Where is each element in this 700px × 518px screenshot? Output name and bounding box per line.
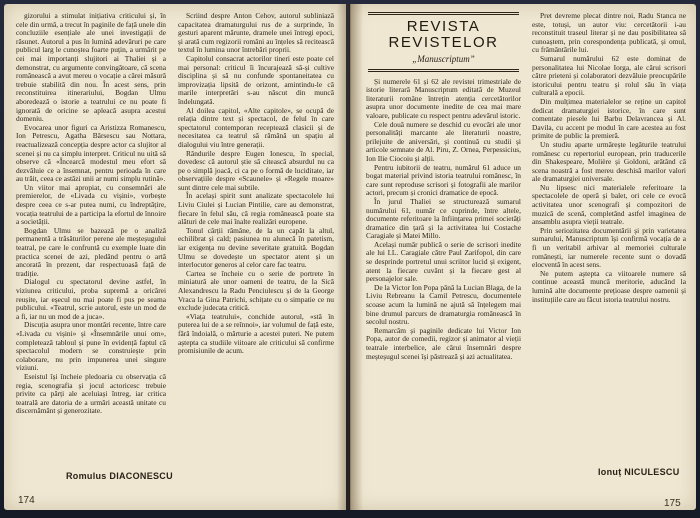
section-title xyxy=(366,19,521,51)
header-rule xyxy=(368,12,519,15)
paragraph: Capitolul consacrat actorilor tineri este poate cel mai personal: criticul îi încurajează să-și cultive disciplina și să nu confunde spontaneitatea cu improvizația lipsită de orizont, amintindu-le că marile interpretări s-au născut din muncă îndelungată. xyxy=(178,53,334,106)
paragraph: Evocarea unor figuri ca Aristizza Romanescu, Ion Petrescu, Agatha Bârsescu sau Nottara, reactualizează concepția despre actor ca slujitor al scenei și nu ca simplu interpret. Criticul nu uită să observe că «Încearcă modestul meu efort să dezvăluie ce a însemnat, pentru perioada în care au trăit, ceea ce astăzi unii ar numi simplu rutină». xyxy=(16,122,166,184)
paragraph: Scriind despre Anton Cehov, autorul subliniază capacitatea dramaturgului rus de a surprinde, în gesturi aparent mărunte, dramele unei întregi epoci, și arată cum regizorii români au înțeles să recitească textul în lumina unor întrebări proprii. xyxy=(178,12,334,55)
paragraph: Remarcăm și paginile dedicate lui Victor Ion Popa, autor de comedii, regizor și animator al vieții teatrale interbelice, ale cărui însemnări despre meșteșugul scenei își păstrează și azi actualitatea. xyxy=(366,325,521,361)
paragraph: Același număr publică o serie de scrisori inedite ale lui I.L. Caragiale către Paul Zarifopol, din care se desprinde portretul unui scriitor lucid și exigent, atent la fiecare cuvânt și la fiecare gest al personajelor sale. xyxy=(366,239,521,284)
section-header xyxy=(366,12,521,72)
page-number-right: 175 xyxy=(664,498,681,509)
paragraph: Și numerele 61 și 62 ale revistei trimestriale de istorie literară Manuscriptum editată de Muzeul literaturii române întrețin atenția cercetătorilor asupra unor documente inedite de cea mai mare valoare, publicate cu respect pentru adevărul istoric. xyxy=(366,76,521,120)
paragraph: Cartea se încheie cu o serie de portrete în miniatură ale unor oameni de teatru, de la Sică Alexandrescu la Radu Penciulescu și de la George Vraca la Gina Patrichi, schițate cu o simpatie ce nu exclude judecata critică. xyxy=(178,268,334,313)
paragraph: Tonul cărții rămâne, de la un capăt la altul, echilibrat și cald; pasiunea nu alunecă în patetism, iar exigența nu devine severitate gratuită. Bogdan Ulmu se dovedește un spectator atent și un interlocutor generos al celor care fac teatru. xyxy=(178,225,334,270)
right-column-1-body xyxy=(366,78,521,362)
paragraph: De la Victor Ion Popa până la Lucian Blaga, de la Liviu Rebreanu la Camil Petrescu, documentele scoase acum la lumină ne ajută să înțelegem mai bine drumul parcurs de dramaturgia românească în secolul nostru. xyxy=(366,282,521,327)
paragraph: Din mulțimea materialelor se reține un capitol dedicat dramaturgiei istorice, în care sunt comentate piesele lui Barbu Delavrancea și Al. Davila, cu accent pe modul în care acestea au fost primite de public la premieră. xyxy=(532,96,686,141)
page-number-left: 174 xyxy=(18,495,35,506)
section-subtitle: „Manuscriptum” xyxy=(412,54,475,64)
left-page xyxy=(4,4,346,510)
right-column-2 xyxy=(532,12,686,468)
paragraph: «Viața teatrului», conchide autorul, «stă în puterea lui de a se reînnoi», iar volumul de față este, fără îndoială, o mărturie a acestei puteri. Ne putem aștepta ca studiile viitoare ale criticului să confirme promisiunile de acum. xyxy=(178,311,334,356)
author-signature: Romulus DIACONESCU xyxy=(66,471,173,481)
paragraph: Dialogul cu spectatorul devine astfel, în viziunea criticului, proba supremă a oricărei reușite, iar eșecul nu mai poate fi pus pe seama publicului. «Teatrul, scrie autorul, este un mod de a fi, iar nu un mod de a juca». xyxy=(16,277,166,321)
paragraph: Rândurile despre Eugen Ionescu, în special, dovedesc că autorul știe să citească absurdul nu ca pe o simplă joacă, ci ca pe o formă de luciditate, iar observațiile despre «Scaunele» și «Regele moare» sunt dintre cele mai subtile. xyxy=(178,148,334,192)
section-title-line-2: REVISTELOR xyxy=(388,34,499,51)
paragraph: Discuția asupra unor montări recente, între care «Livada cu vișini» și «Însemnările unui om», completează tabloul și pune în evidență faptul că spectacolul modern se construiește prin colaborare, nu prin impunerea unei singure viziuni. xyxy=(16,320,166,373)
right-column-1 xyxy=(366,12,521,468)
left-column-2 xyxy=(178,12,334,482)
paragraph: Pentru iubitorii de teatru, numărul 61 aduce un bogat material privind istoria teatrului românesc, în care sunt reproduse scrisori și fotografii ale marilor actori, precum și cronici dramatice de epocă. xyxy=(366,162,521,198)
paragraph: Ne putem aștepta ca viitoarele numere să continue această muncă meritorie, aducând la lumină alte documente prețioase despre oamenii și instituțiile care au făcut istoria teatrului nostru. xyxy=(532,268,686,304)
author-signature-right: Ionuț NICULESCU xyxy=(598,467,680,477)
section-title-line-1: REVISTA xyxy=(406,18,481,35)
paragraph: Prin seriozitatea documentării și prin varietatea sumarului, Manuscriptum își confirmă vocația de a fi un veritabil arhivar al memoriei culturale românești, iar numerele recente sunt o dovadă elocventă în acest sens. xyxy=(532,225,686,270)
paragraph: Un studiu aparte urmărește legăturile teatrului românesc cu repertoriul european, prin traducerile din Shakespeare, Molière și Goldoni, arătând că scena noastră a fost mereu deschisă marilor valori ale dramaturgiei universale. xyxy=(532,139,686,184)
paragraph: În jurul Thaliei se structurează sumarul numărului 61, număr ce cuprinde, între altele, documente referitoare la înființarea primei societăți dramatice din țară și la activitatea lui Costache Caragiale și Matei Millo. xyxy=(366,196,521,241)
paragraph: Nu lipsesc nici materialele referitoare la spectacolele de operă și balet, ori cele ce evocă activitatea unor scenografi și compozitori de muzică de scenă, completând astfel imaginea de ansamblu asupra vieții teatrale. xyxy=(532,182,686,227)
paragraph: Pret devreme plecat dintre noi, Radu Stanca ne este, totuși, un autor viu: cercetătorii i-au reconstituit traseul literar și ne dau posibilitatea să cunoaștem, prin corespondența publicată, și omul, cu frământările lui. xyxy=(532,12,686,55)
header-rule-bottom xyxy=(368,69,519,72)
paragraph: Al doilea capitol, «Alte capitole», se ocupă de relația dintre text și spectacol, de felul în care spectatorul contemporan receptează clasicii și de necesitatea ca teatrul să rămână un spațiu al dialogului viu între generații. xyxy=(178,105,334,149)
paragraph: Bogdan Ulmu se bazează pe o analiză permanentă a trăsăturilor perene ale meșteșugului teatral, pe care le confruntă cu exemple luate din practica scenei de azi, pledând pentru o artă ancorată în prezent, dar respectuoasă față de tradiție. xyxy=(16,225,166,278)
paragraph: În același spirit sunt analizate spectacolele lui Liviu Ciulei și Lucian Pintilie, care au demonstrat, fiecare în felul său, că regia românească poate sta alături de cele mai înalte realizări europene. xyxy=(178,191,334,227)
paragraph: Sumarul numărului 62 este dominat de personalitatea lui Nicolae Iorga, ale cărui scrisori către prieteni și colaboratori dezvăluie preocupările istoricului pentru teatru și rolul său în viața culturală a epocii. xyxy=(532,53,686,98)
right-page xyxy=(350,4,696,510)
paragraph: Un viitor mai apropiat, cu consemnări ale premierelor, de «Livada cu vișini», vorbește despre ceea ce s-ar putea numi, cu îndreptățire, vocația teatrului de a participa la efortul de înnoire a societății. xyxy=(16,182,166,227)
left-column-1 xyxy=(16,12,166,464)
paragraph: Eseistul își încheie pledoaria cu observația că regia, scenografia și jocul actoricesc trebuie privite ca părți ale aceluiași întreg, iar critica teatrală are datoria de a urmări această unitate cu discernământ și generozitate. xyxy=(16,371,166,416)
paragraph: Cele două numere se deschid cu evocări ale unor personalități marcante ale literaturii noastre, prilejuite de aniversări, și continuă cu studii și articole semnate de Al. Piru, Z. Ornea, Perpessicius, Ion Ilie Ciocoiu și alții. xyxy=(366,119,521,163)
paragraph: gizorului a stimulat inițiativa criticului și, în cele din urmă, a trecut în paginile de față unele din concluziile esențiale ale unei investigații de răsunet. Autorul a pus în lumină adevăruri pe care publicul larg le cunoștea foarte puțin, a urmărit pe cei mai importanți slujitori ai Thaliei și a demonstrat, cu argumente convingătoare, că scena românească a avut mereu o vocație a cărei măsură trebuie stabilită din nou. În acest sens, prin reconstituirea itinerariului, Bogdan Ulmu aboredează o istorie a teatrului ce nu poate fi ignorată de oricine se apleacă asupra acestui domeniu. xyxy=(16,12,166,124)
